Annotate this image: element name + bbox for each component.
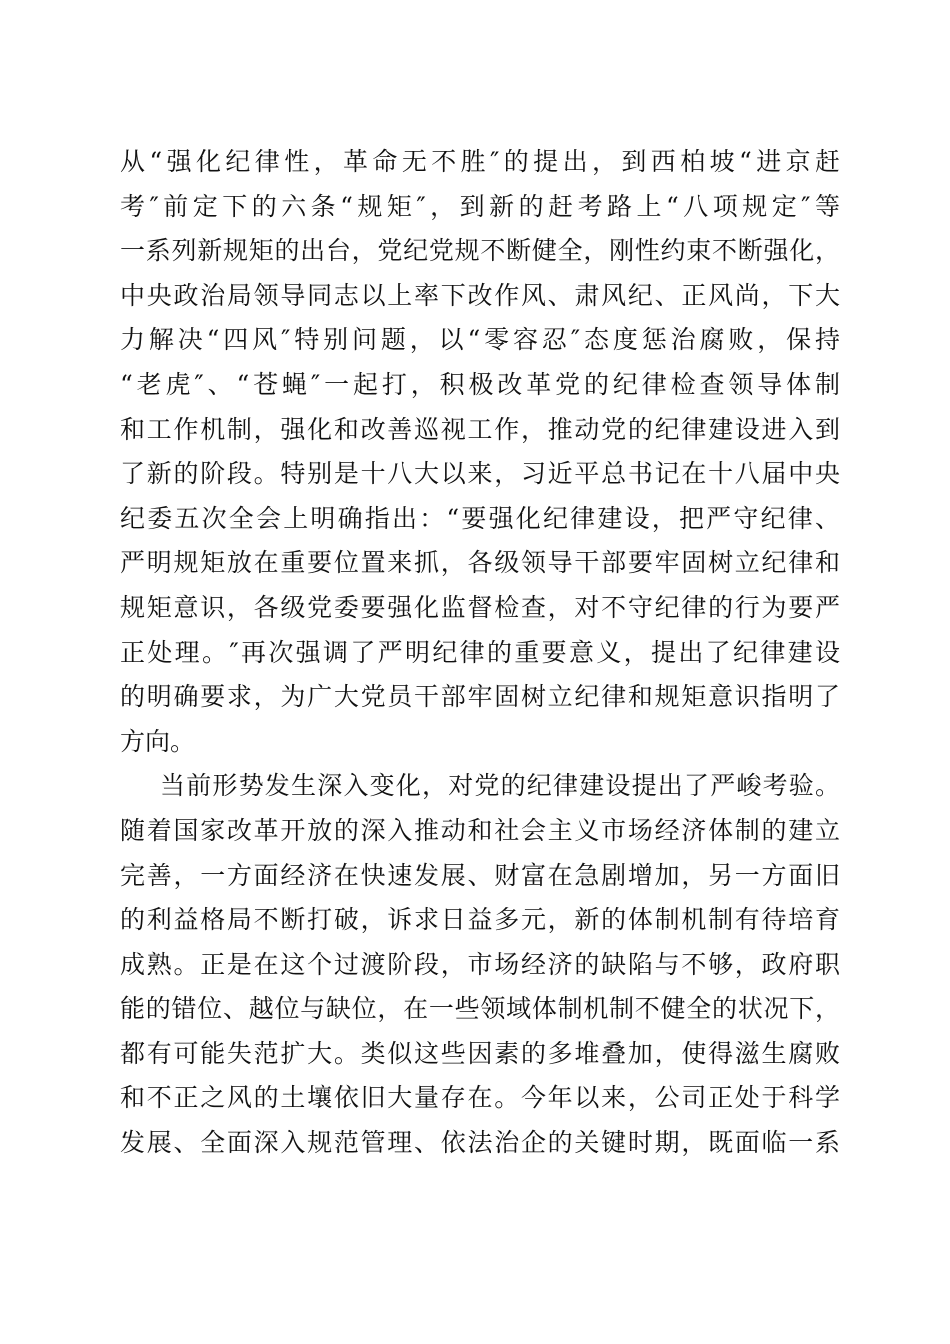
text-line: 随着国家改革开放的深入推动和社会主义市场经济体制的建立 [120,815,840,845]
text-line: 正处理。″再次强调了严明纪律的重要意义，提出了纪律建设 [120,637,840,667]
text-line: 考″前定下的六条“规矩″，到新的赶考路上“八项规定″等 [120,191,840,221]
text-line: 一系列新规矩的出台，党纪党规不断健全，刚性约束不断强化， [120,236,840,266]
text-line: 当前形势发生深入变化，对党的纪律建设提出了严峻考验。 [160,771,840,801]
text-line: 了新的阶段。特别是十八大以来，习近平总书记在十八届中央 [120,459,840,489]
text-line: 成熟。正是在这个过渡阶段，市场经济的缺陷与不够，政府职 [120,949,840,979]
text-line: 的明确要求，为广大党员干部牢固树立纪律和规矩意识指明了 [120,682,840,712]
text-line: 都有可能失范扩大。类似这些因素的多堆叠加，使得滋生腐败 [120,1038,840,1068]
text-line: “老虎″、“苍蝇″一起打，积极改革党的纪律检查领导体制 [120,369,840,399]
text-line: 发展、全面深入规范管理、依法治企的关键时期，既面临一系 [120,1128,840,1158]
text-line: 中央政治局领导同志以上率下改作风、肃风纪、正风尚，下大 [120,280,840,310]
body-text [120,140,840,1166]
text-line: 和不正之风的土壤依旧大量存在。今年以来，公司正处于科学 [120,1083,840,1113]
text-line: 力解决“四风″特别问题，以“零容忍″态度惩治腐败，保持 [120,325,840,355]
text-line: 从“强化纪律性，革命无不胜″的提出，到西柏坡“进京赶 [120,147,840,176]
text-line: 严明规矩放在重要位置来抓，各级领导干部要牢固树立纪律和 [120,548,840,578]
text-line: 纪委五次全会上明确指出：“要强化纪律建设，把严守纪律、 [120,503,840,533]
text-line: 完善，一方面经济在快速发展、财富在急剧增加，另一方面旧 [120,860,840,890]
text-line: 的利益格局不断打破，诉求日益多元，新的体制机制有待培育 [120,905,840,935]
text-line: 规矩意识，各级党委要强化监督检查，对不守纪律的行为要严 [120,592,840,622]
paragraph-1 [120,140,840,764]
text-line: 能的错位、越位与缺位，在一些领域体制机制不健全的状况下， [120,994,840,1024]
text-line: 方向。 [120,726,196,756]
text-line: 和工作机制，强化和改善巡视工作，推动党的纪律建设进入到 [120,414,840,444]
paragraph-2 [120,764,840,1165]
